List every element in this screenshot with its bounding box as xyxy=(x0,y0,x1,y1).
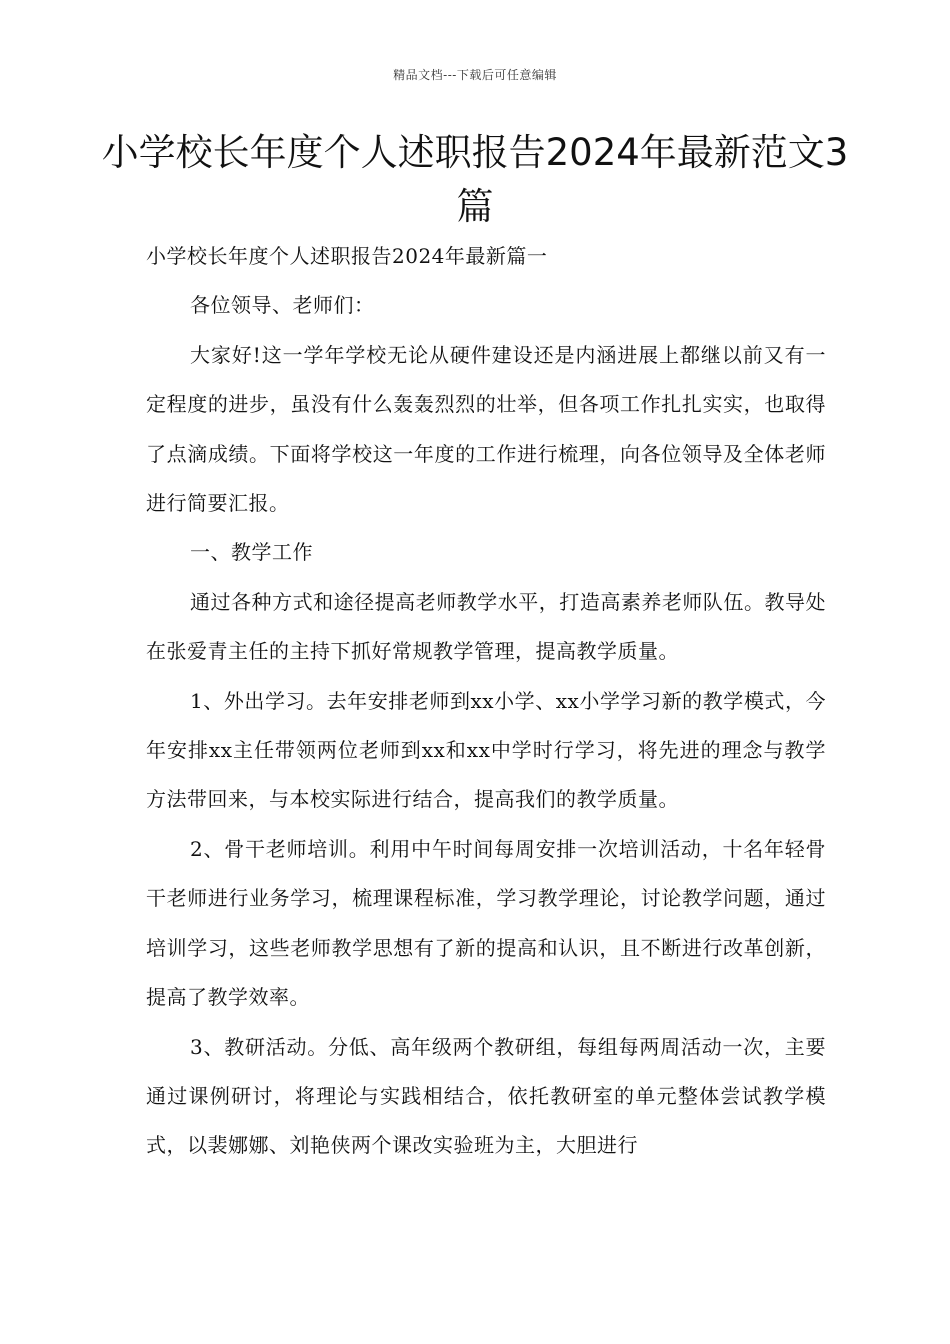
subheading-teaching-work: 一、教学工作 xyxy=(190,540,313,565)
paragraph-item-3: 3、教研活动。分低、高年级两个教研组，每组每两周活动一次，主要通过课例研讨，将理论与实践相结合，依托教研室的单元整体尝试教学模式，以裴娜娜、刘艳侠两个课改实验班为主，大胆进行 xyxy=(146,1034,826,1158)
salutation: 各位领导、老师们： xyxy=(190,293,375,318)
paragraph-teaching-overview: 通过各种方式和途径提高老师教学水平，打造高素养老师队伍。教导处在张爱青主任的主持下抓好常规教学管理，提高教学质量。 xyxy=(146,589,826,664)
paragraph-intro: 大家好!这一学年学校无论从硬件建设还是内涵进展上都继以前又有一定程度的进步，虽没有什么轰轰烈烈的壮举，但各项工作扎扎实实，也取得了点滴成绩。下面将学校这一年度的工作进行梳理，向各位领导及全体老师进行简要汇报。 xyxy=(146,342,826,516)
paragraph-item-2: 2、骨干老师培训。利用中午时间每周安排一次培训活动，十名年轻骨干老师进行业务学习，梳理课程标准，学习教学理论，讨论教学问题，通过培训学习，这些老师教学思想有了新的提高和认识，且不断进行改革创新，提高了教学效率。 xyxy=(146,836,826,1010)
section-heading: 小学校长年度个人述职报告2024年最新篇一 xyxy=(146,244,548,268)
document-title: 小学校长年度个人述职报告2024年最新范文3篇 xyxy=(101,131,849,228)
document-body xyxy=(146,232,826,1171)
paragraph-item-1: 1、外出学习。去年安排老师到xx小学、xx小学学习新的教学模式，今年安排xx主任带领两位老师到xx和xx中学时行学习，将先进的理念与教学方法带回来，与本校实际进行结合，提高我们的教学质量。 xyxy=(146,688,826,812)
header-note: 精品文档---下载后可任意编辑 xyxy=(393,68,557,82)
